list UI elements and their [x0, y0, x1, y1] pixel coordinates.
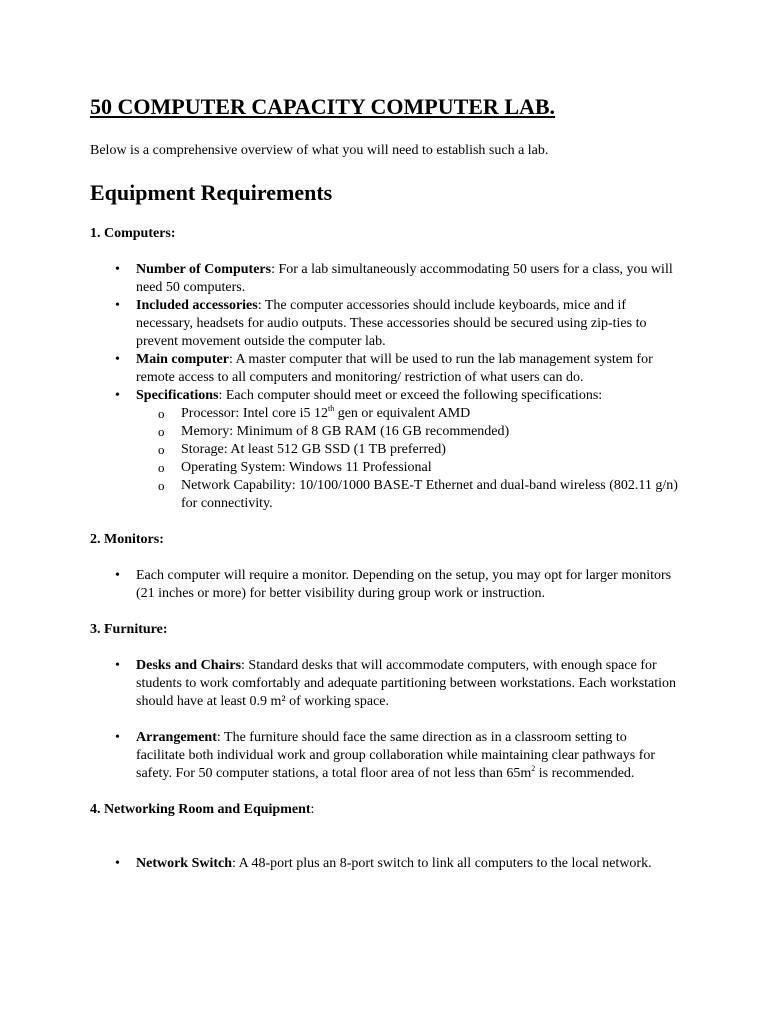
- section-computers-heading: 1. Computers:: [90, 225, 176, 241]
- term-main-computer: Main computer: [136, 351, 229, 367]
- desc-included-accessories: : The computer accessories should include keyboards, mice and if necessary, headsets for audio outputs. These accessories should be secured using zip-ties to prevent movement outside the computer lab.: [136, 297, 647, 349]
- list-item-number-of-computers: [136, 261, 678, 297]
- desc-desks-and-chairs: : Standard desks that will accommodate computers, with enough space for students to work comfortably and adequate partitioning between workstations. Each workstation should have at least 0.9 m² of working space.: [136, 657, 677, 709]
- spec-processor-text: Processor: Intel core i5 12: [181, 405, 328, 421]
- list-item-monitor: • Each computer will require a monitor. Depending on the setup, you may opt for larger monitors (21 inches or more) for better visibility during group work or instruction.: [136, 567, 678, 603]
- spec-storage: o Storage: At least 512 GB SSD (1 TB preferred): [181, 441, 678, 459]
- list-item-included-accessories: [136, 297, 678, 351]
- list-item-specifications: [136, 387, 678, 513]
- spec-network: o Network Capability: 10/100/1000 BASE-T Ethernet and dual-band wireless (802.11 g/n) for connectivity.: [181, 477, 678, 513]
- spec-os: o Operating System: Windows 11 Professional: [181, 459, 678, 477]
- section-furniture-heading: 3. Furniture:: [90, 621, 168, 637]
- desc-arrangement-post: is recommended.: [535, 765, 635, 781]
- intro-paragraph: Below is a comprehensive overview of what you will need to establish such a lab.: [90, 143, 549, 159]
- desc-network-switch: : A 48-port plus an 8-port switch to link all computers to the local network.: [232, 855, 652, 871]
- desc-main-computer: : A master computer that will be used to run the lab management system for remote access to all computers and monitoring/ restriction of what users can do.: [136, 351, 653, 385]
- equipment-requirements-heading: Equipment Requirements: [90, 180, 333, 206]
- list-item-arrangement: [136, 729, 678, 783]
- spec-processor-text-post: gen or equivalent AMD: [334, 405, 471, 421]
- networking-heading-text: 4. Networking Room and Equipment: [90, 801, 311, 817]
- spec-processor: [181, 405, 678, 423]
- spec-memory: o Memory: Minimum of 8 GB RAM (16 GB recommended): [181, 423, 678, 441]
- desc-arrangement: : The furniture should face the same direction as in a classroom setting to facilitate both individual work and group collaboration while maintaining clear pathways for safety. For 50 computer stations, a total floor area of not less than 65m: [136, 729, 656, 781]
- monitors-list: [90, 567, 678, 603]
- term-arrangement: Arrangement: [136, 729, 217, 745]
- networking-list: [90, 855, 678, 873]
- section-networking-heading: [90, 801, 678, 819]
- spec-processor-sup: th: [327, 403, 335, 413]
- term-specifications: Specifications: [136, 387, 219, 403]
- empty-paragraph: [90, 837, 678, 855]
- squared-superscript: 2: [531, 763, 536, 773]
- specifications-sublist: [136, 405, 678, 513]
- list-item-main-computer: [136, 351, 678, 387]
- desc-number-of-computers: : For a lab simultaneously accommodating 50 users for a class, you will need 50 computers.: [136, 261, 673, 295]
- networking-heading-colon: :: [310, 801, 315, 817]
- furniture-list: [90, 657, 678, 783]
- term-number-of-computers: Number of Computers: [136, 261, 272, 277]
- list-item-network-switch: [136, 855, 678, 873]
- document-title: 50 COMPUTER CAPACITY COMPUTER LAB.: [90, 94, 556, 119]
- term-desks-and-chairs: Desks and Chairs: [136, 657, 242, 673]
- term-included-accessories: Included accessories: [136, 297, 258, 313]
- list-item-desks-and-chairs: [136, 657, 678, 711]
- computers-list: [90, 261, 678, 513]
- section-monitors-heading: 2. Monitors:: [90, 531, 164, 547]
- term-network-switch: Network Switch: [136, 855, 233, 871]
- desc-specifications: : Each computer should meet or exceed the following specifications:: [218, 387, 603, 403]
